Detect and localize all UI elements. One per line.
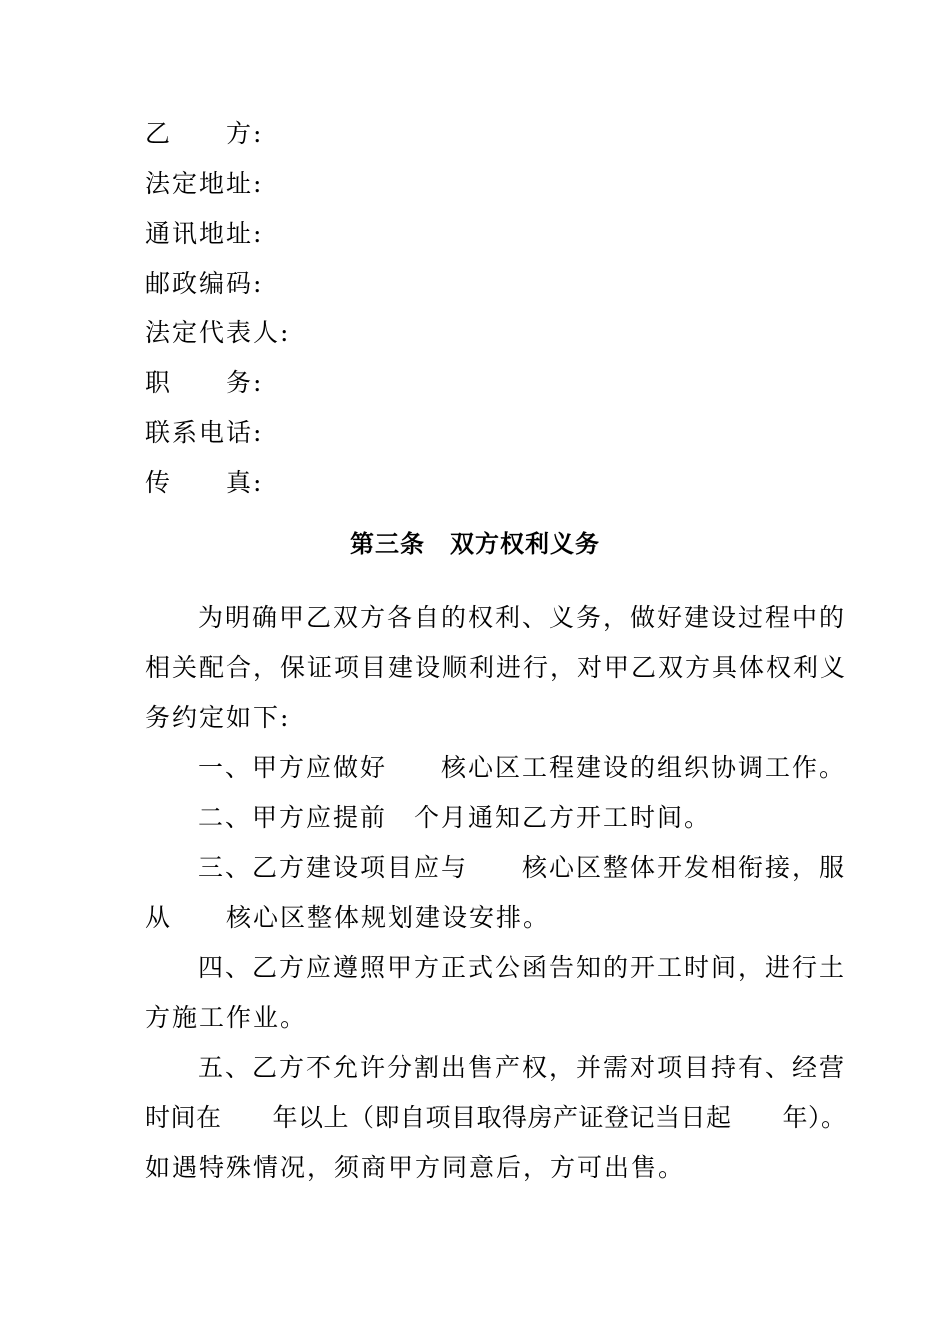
item-3-line-2: 从 核心区整体规划建设安排。 [145, 903, 551, 932]
legal-address-label: 法定地址: [145, 169, 264, 198]
phone-label: 联系电话: [145, 418, 264, 447]
item-4-line-2: 方施工作业。 [145, 1003, 308, 1032]
intro-line-3: 务约定如下: [145, 703, 291, 732]
position-label: 职 务: [145, 368, 264, 397]
fax-label: 传 真: [145, 468, 264, 497]
item-5-line-1: 五、乙方不允许分割出售产权，并需对项目持有、经营 [198, 1053, 847, 1082]
legal-representative-label: 法定代表人: [145, 318, 291, 347]
intro-line-2: 相关配合，保证项目建设顺利进行，对甲乙双方具体权利义 [145, 653, 848, 682]
item-5-line-3: 如遇特殊情况，须商甲方同意后，方可出售。 [145, 1153, 686, 1182]
item-5-line-2: 时间在 年以上（即自项目取得房产证登记当日起 年）。 [145, 1103, 847, 1132]
party-b-name-label: 乙 方: [145, 119, 264, 148]
article-3-heading: 第三条 双方权利义务 [350, 530, 600, 558]
postal-code-label: 邮政编码: [145, 269, 264, 298]
item-2: 二、甲方应提前 个月通知乙方开工时间。 [198, 803, 712, 832]
item-1: 一、甲方应做好 核心区工程建设的组织协调工作。 [198, 753, 847, 782]
mailing-address-label: 通讯地址: [145, 219, 264, 248]
item-4-line-1: 四、乙方应遵照甲方正式公函告知的开工时间，进行土 [198, 953, 847, 982]
item-3-line-1: 三、乙方建设项目应与 核心区整体开发相衔接，服 [198, 853, 847, 882]
intro-line-1: 为明确甲乙双方各自的权利、义务，做好建设过程中的 [198, 603, 847, 632]
